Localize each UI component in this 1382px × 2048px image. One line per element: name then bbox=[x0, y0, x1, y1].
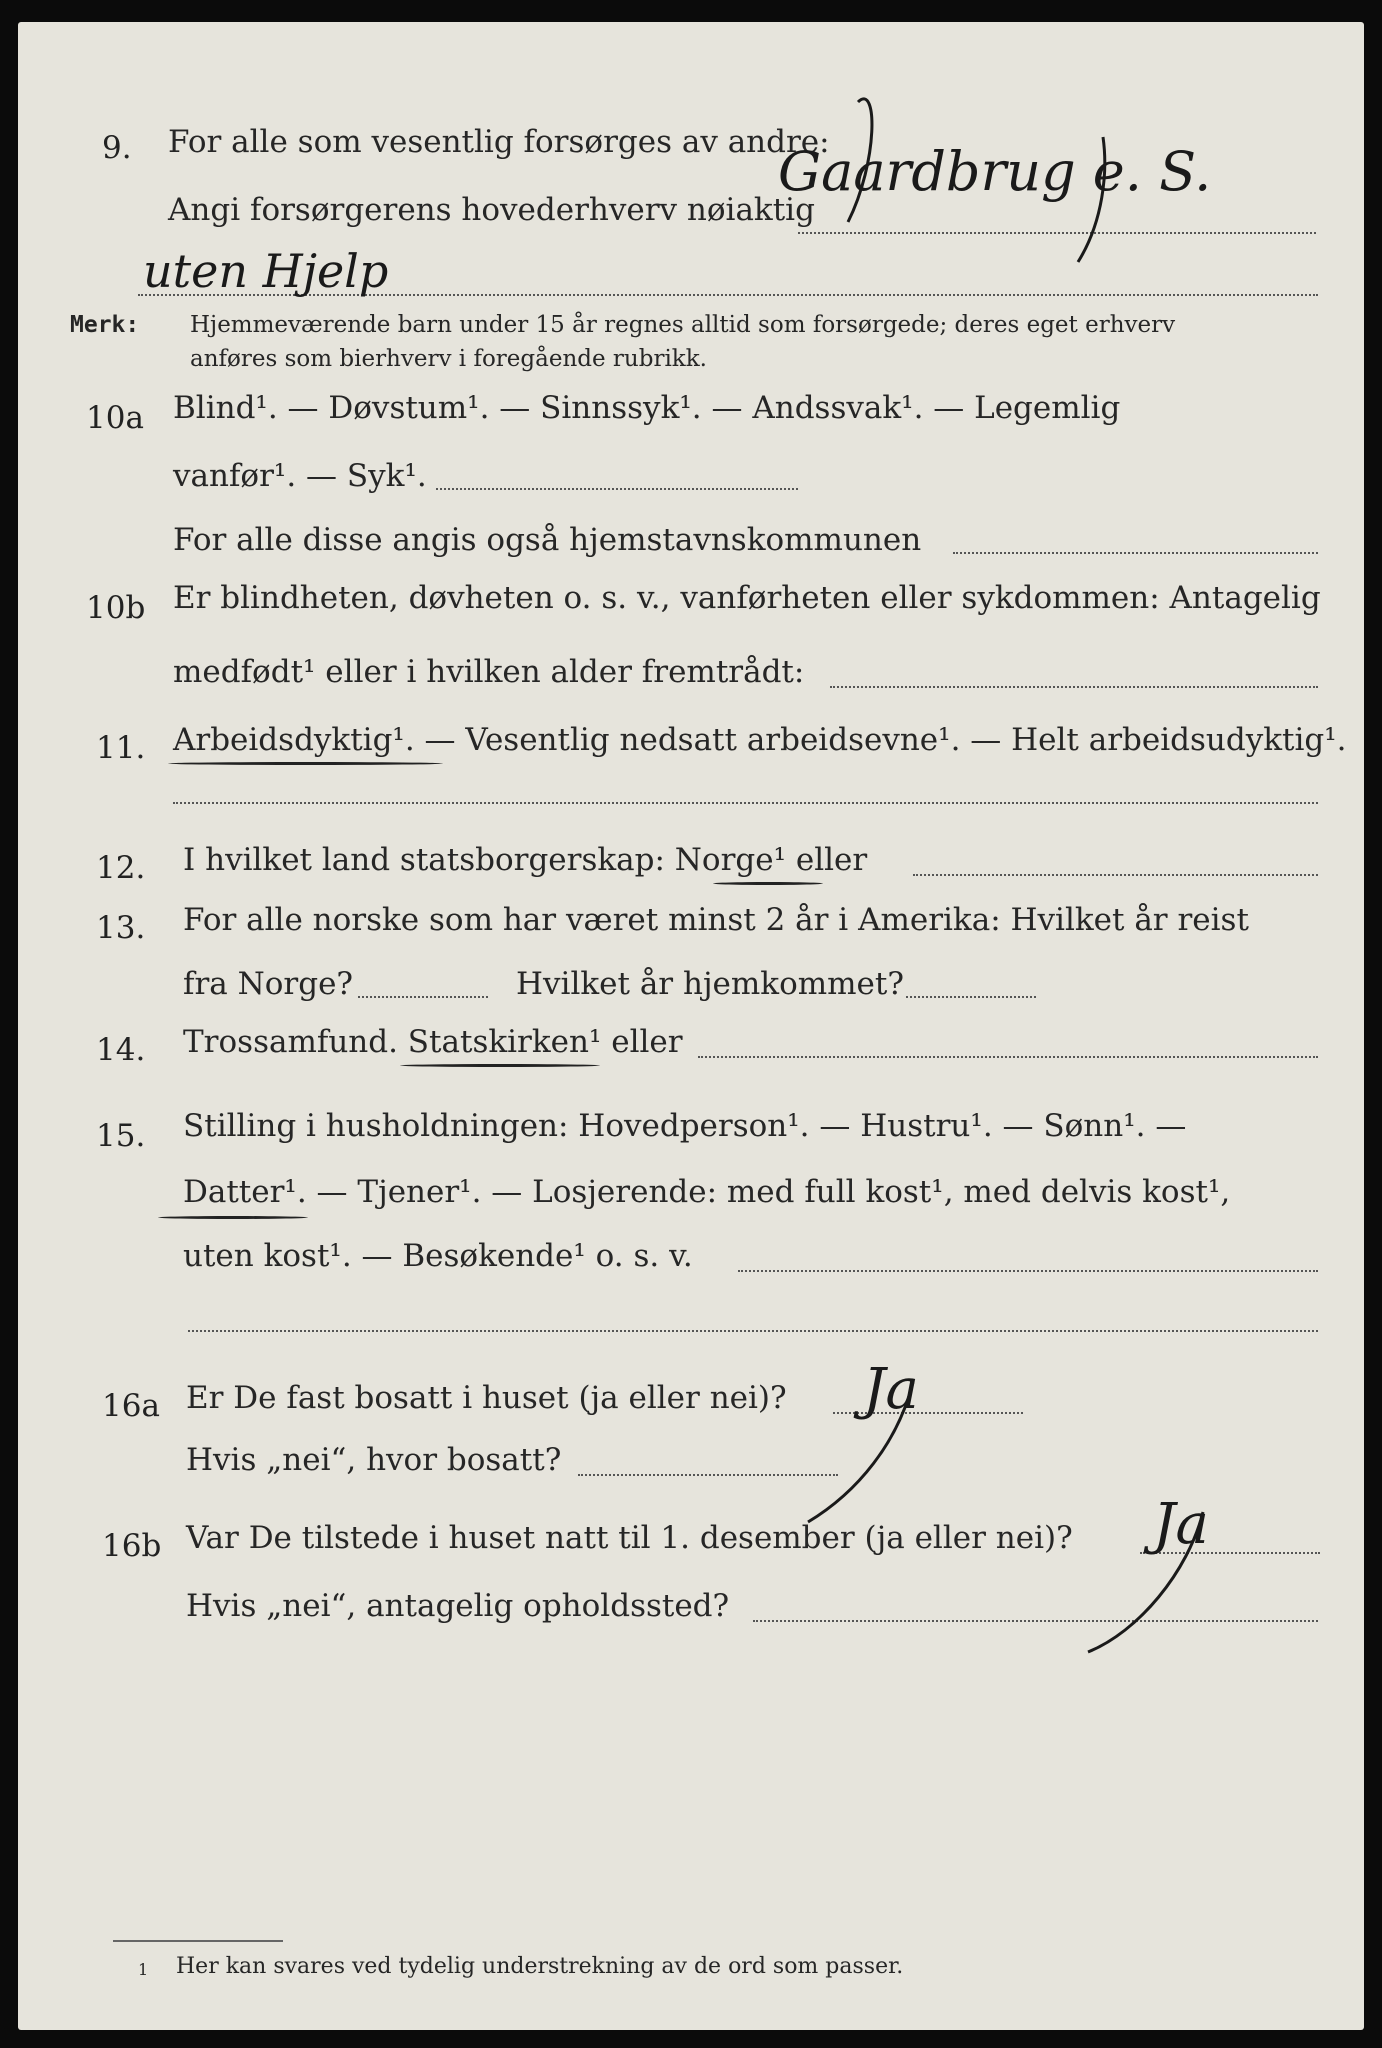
q10a-line1: Blind¹. — Døvstum¹. — Sinnssyk¹. — Andssvak¹. — Legemlig bbox=[173, 390, 1121, 426]
footnote-text: Her kan svares ved tydelig understrekning av de ord som passer. bbox=[176, 1954, 904, 1979]
q14-number: 14. bbox=[96, 1032, 146, 1068]
q9-handwritten-answer1: Gaardbrug e. S. bbox=[778, 140, 1212, 203]
q9-question-line1: For alle som vesentlig forsørges av andre: bbox=[168, 124, 830, 160]
merk-note-line1: Hjemmeværende barn under 15 år regnes alltid som forsørgede; deres eget erhverv bbox=[190, 312, 1176, 338]
q16a-handwritten-answer: Ja bbox=[863, 1357, 919, 1422]
q13-line2b: Hvilket år hjemkommet? bbox=[516, 966, 904, 1002]
q16b-line1: Var De tilstede i huset natt til 1. desember (ja eller nei)? bbox=[186, 1520, 1073, 1556]
footnote-mark: 1 bbox=[138, 1960, 149, 1979]
q9-question-line2: Angi forsørgerens hovederhverv nøiaktig bbox=[168, 192, 815, 228]
q9-handwritten-answer2: uten Hjelp bbox=[143, 244, 389, 298]
q16a-number: 16a bbox=[102, 1388, 160, 1424]
q13-number: 13. bbox=[96, 910, 146, 946]
q10b-line2: medfødt¹ eller i hvilken alder fremtrådt: bbox=[173, 654, 805, 690]
q16a-line1: Er De fast bosatt i huset (ja eller nei)? bbox=[186, 1380, 787, 1416]
q9-number: 9. bbox=[102, 130, 132, 166]
handwriting-strokes bbox=[18, 22, 1364, 2030]
q13-line1: For alle norske som har været minst 2 år i Amerika: Hvilket år reist bbox=[183, 902, 1249, 938]
q10a-number: 10a bbox=[86, 400, 144, 436]
q15-number: 15. bbox=[96, 1118, 146, 1154]
q16b-handwritten-answer: Ja bbox=[1153, 1492, 1209, 1557]
q15-line2: Datter¹. — Tjener¹. — Losjerende: med full kost¹, med delvis kost¹, bbox=[183, 1174, 1231, 1210]
q10b-line1: Er blindheten, døvheten o. s. v., vanførheten eller sykdommen: Antagelig bbox=[173, 580, 1321, 616]
merk-note-line2: anføres som bierhverv i foregående rubrikk. bbox=[190, 346, 707, 372]
q15-line3: uten kost¹. — Besøkende¹ o. s. v. bbox=[183, 1238, 693, 1274]
q10a-line3: For alle disse angis også hjemstavnskommunen bbox=[173, 522, 922, 558]
q12-number: 12. bbox=[96, 850, 146, 886]
q11-number: 11. bbox=[96, 730, 146, 766]
footnote-rule bbox=[113, 1940, 283, 1942]
q14-line1: Trossamfund. Statskirken¹ eller bbox=[183, 1024, 683, 1060]
q13-line2a: fra Norge? bbox=[183, 966, 354, 1002]
q12-line1: I hvilket land statsborgerskap: Norge¹ eller bbox=[183, 842, 868, 878]
q10b-number: 10b bbox=[86, 590, 146, 626]
merk-label: Merk: bbox=[70, 312, 140, 338]
q16b-number: 16b bbox=[102, 1528, 162, 1564]
q16a-line2: Hvis „nei“, hvor bosatt? bbox=[186, 1442, 562, 1478]
q11-line1: Arbeidsdyktig¹. — Vesentlig nedsatt arbeidsevne¹. — Helt arbeidsudyktig¹. bbox=[173, 722, 1347, 758]
q15-line1: Stilling i husholdningen: Hovedperson¹. — Hustru¹. — Sønn¹. — bbox=[183, 1108, 1187, 1144]
q10a-line2: vanfør¹. — Syk¹. bbox=[173, 458, 427, 494]
q16b-line2: Hvis „nei“, antagelig opholdssted? bbox=[186, 1588, 730, 1624]
census-form-page bbox=[18, 22, 1364, 2030]
